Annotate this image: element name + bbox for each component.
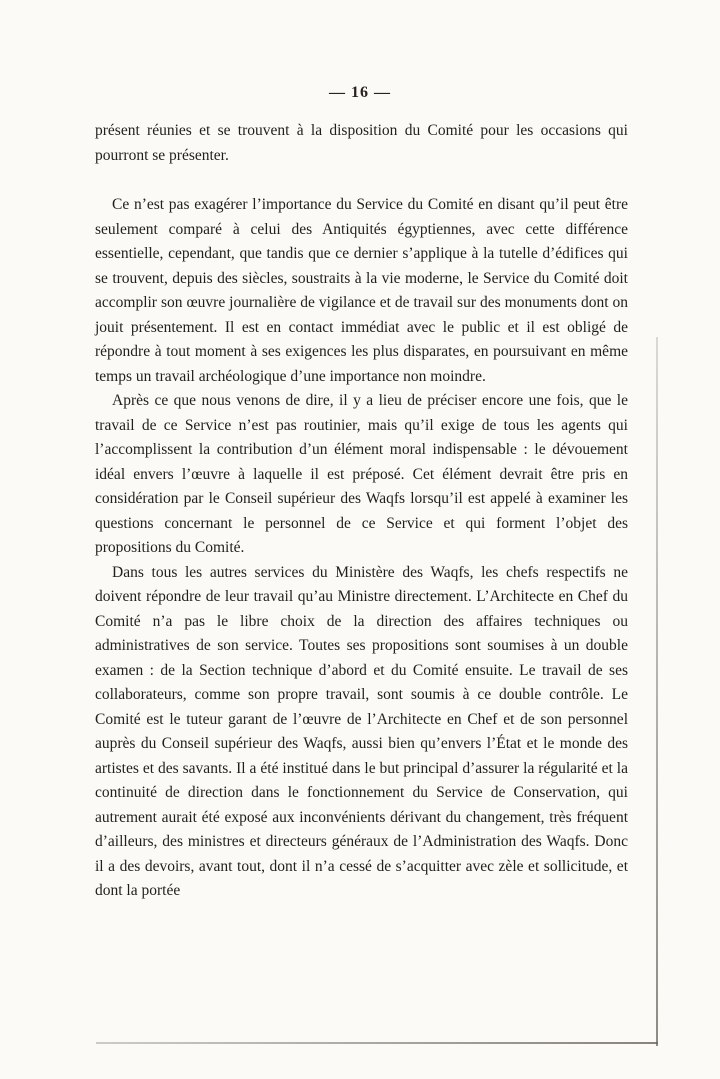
paragraph-continuation: présent réunies et se trouvent à la disposition du Comité pour les occasions qui pourront se présenter. (95, 122, 628, 164)
scan-page-edge-bottom (96, 1042, 658, 1044)
scan-page-edge-right (656, 337, 658, 1046)
paragraph: Ce n’est pas exagérer l’importance du Service du Comité en disant qu’il peut être seulement comparé à celui des Antiquités égyptiennes, avec cette différence essentielle, cependant, que tandis que ce dernier s’applique à la tutelle d’édifices qui se trouvent, depuis des siècles, soustraits à la vie moderne, le Service du Comité doit accomplir son œuvre journalière de vigilance et de travail sur des monuments dont on jouit présentement. Il est en contact immédiat avec le public et il est obligé de répondre à tout moment à ses exigences les plus disparates, en poursuivant en même temps un travail archéologique d’une importance non moindre. (95, 196, 628, 385)
paragraph: Après ce que nous venons de dire, il y a lieu de préciser encore une fois, que le travail de ce Service n’est pas routinier, mais qu’il exige de tous les agents qui l’accomplissent la contribution d’un élément moral indispensable : le dévouement idéal envers l’œuvre à laquelle il est préposé. Cet élément devrait être pris en considération par le Conseil supérieur des Waqfs lorsqu’il est appelé à examiner les questions concernant le personnel de ce Service et qui forment l’objet des propositions du Comité. (95, 392, 628, 556)
paragraph: Dans tous les autres services du Ministère des Waqfs, les chefs respectifs ne doivent répondre de leur travail qu’au Ministre directement. L’Architecte en Chef du Comité n’a pas le libre choix de la direction des affaires techniques ou administratives de son service. Toutes ses propositions sont soumises à un double examen : de la Section technique d’abord et du Comité ensuite. Le travail de ses collaborateurs, comme son propre travail, sont soumis à ce double contrôle. Le Comité est le tuteur garant de l’œuvre de l’Architecte en Chef et de son personnel auprès du Conseil supérieur des Waqfs, aussi bien qu’envers l’État et le monde des artistes et des savants. Il a été institué dans le but principal d’assurer la régularité et la continuité de direction dans le fonctionnement du Service de Conservation, qui autrement aurait été exposé aux inconvénients dérivant du changement, très fréquent d’ailleurs, des ministres et directeurs généraux de l’Administration des Waqfs. Donc il a des devoirs, avant tout, dont il n’a cessé de s’acquitter avec zèle et sollicitude, et dont la portée (95, 563, 628, 899)
text-block (95, 119, 628, 904)
page-number: — 16 — (329, 84, 391, 101)
